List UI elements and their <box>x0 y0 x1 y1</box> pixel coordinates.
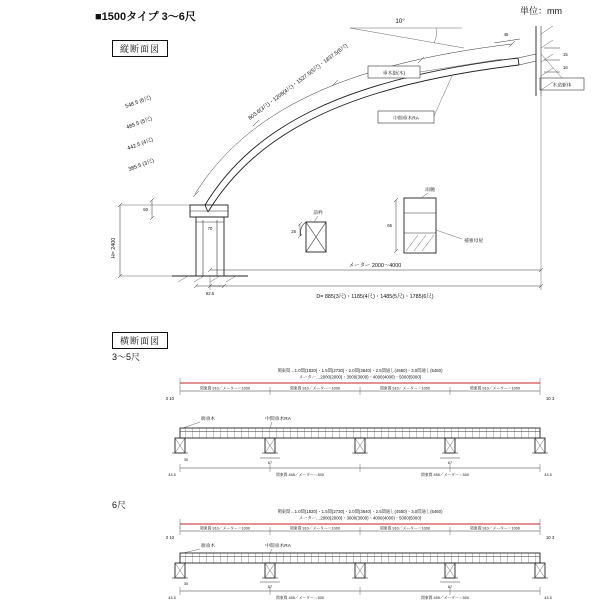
dim-row-kanto: 関東間…1.0間(1820)・1.5間(2730)・2.0間(3640)・2.5間通し(4550)・3.0間通し(5460) <box>277 509 443 514</box>
depth-dimensions <box>205 261 543 300</box>
rafter <box>262 438 278 453</box>
dim-67: 67 <box>447 461 453 465</box>
dim-depth-range: D= 885(3尺)・1185(4尺)・1485(5尺)・1785(6尺) <box>316 294 434 300</box>
part-labels <box>183 415 292 428</box>
svg-text:関東間 910／メーター＝1000: 関東間 910／メーター＝1000 <box>199 386 251 391</box>
roof-panel <box>180 553 540 563</box>
lower-dimensions <box>168 458 551 477</box>
svg-text:関東間 910／メーター＝1000: 関東間 910／メーター＝1000 <box>469 386 521 391</box>
dim-30: 30 <box>183 458 189 462</box>
dim-45: 45 <box>503 32 509 37</box>
cross-section-3-5 <box>150 362 570 480</box>
dim-15: 15 <box>563 52 568 57</box>
front-post <box>143 198 248 296</box>
dim-bottom-seg: 関東間 455／メーター＝500 <box>276 473 324 477</box>
dim-meter-range: メーター 2000〜4000 <box>348 263 402 269</box>
dim-43-5: 43.5 <box>168 596 176 600</box>
dim-43-5: 43.5 <box>544 596 552 600</box>
dim-row-meter: メーター…2000(2000)・3000(3000)・4000(4000)・5000(5000) <box>298 374 422 380</box>
segment-dimensions <box>180 386 540 396</box>
label-intermediate-rafter: 中間垂木RA <box>265 544 291 549</box>
front-frame-detail <box>291 209 326 252</box>
label-front-frame: 前枠 <box>313 211 323 216</box>
dim-bottom-seg: 関東間 455／メーター＝500 <box>276 596 324 600</box>
label-reinforcing-purlin: 補強母屋 <box>464 239 484 244</box>
dim-4shaku: 442.5 (4尺) <box>126 137 155 152</box>
dim-30: 30 <box>183 582 189 586</box>
svg-text:中間垂木RA: 中間垂木RA <box>393 116 419 122</box>
dim-5shaku: 485.5 (5尺) <box>125 116 154 131</box>
svg-text:関東間 910／メーター＝1000: 関東間 910／メーター＝1000 <box>469 526 521 531</box>
label-intermediate-rafter: 中間垂木RA <box>265 417 291 422</box>
wall-end-dimensions <box>494 32 568 72</box>
dim-67: 67 <box>447 585 453 589</box>
rafters <box>172 438 548 453</box>
gutter-detail <box>387 186 483 253</box>
segment-dimensions <box>180 526 540 536</box>
dim-43-5: 43.5 <box>168 473 176 477</box>
svg-text:関東間 910／メーター＝1000: 関東間 910／メーター＝1000 <box>379 386 431 391</box>
lower-dimensions <box>168 582 551 600</box>
corner-dim-right: 10 3 <box>546 535 555 540</box>
svg-text:関東間 910／メーター＝1000: 関東間 910／メーター＝1000 <box>289 386 341 391</box>
size-label-3-5: 3〜5尺 <box>112 352 141 362</box>
callout-rafter-hanger <box>368 59 502 78</box>
rafter <box>532 438 548 453</box>
dim-65: 65 <box>387 223 392 228</box>
rafter <box>262 563 278 578</box>
dim-67: 67 <box>267 585 273 589</box>
label-end-rafter: 端垂木 <box>200 544 216 549</box>
label-gutter: 雨樋 <box>425 188 435 193</box>
dim-row-meter: メーター…2000(2000)・3000(3000)・4000(4000)・5000(5000) <box>298 515 422 521</box>
wall <box>536 26 553 270</box>
dim-92-5: 92.5 <box>205 291 215 296</box>
vertical-section-drawing <box>100 8 590 330</box>
svg-text:関東間 910／メーター＝1000: 関東間 910／メーター＝1000 <box>199 526 251 531</box>
dim-6shaku: 548.5 (6尺) <box>124 95 153 110</box>
svg-text:関東間 910／メーター＝1000: 関東間 910／メーター＝1000 <box>289 526 341 531</box>
rafter <box>442 563 458 578</box>
dim-60: 60 <box>143 207 148 212</box>
left-size-dimensions <box>124 93 155 173</box>
dim-bottom-seg: 関東間 455／メーター＝500 <box>421 596 469 600</box>
dim-bottom-seg: 関東間 455／メーター＝500 <box>421 473 469 477</box>
dim-16: 16 <box>563 65 568 70</box>
rafter <box>442 438 458 453</box>
svg-text:垂木掛(木): 垂木掛(木) <box>382 71 406 77</box>
rafter <box>172 563 188 578</box>
angle-reference <box>350 18 464 48</box>
svg-text:木造躯体: 木造躯体 <box>552 83 572 89</box>
rafter <box>532 563 548 578</box>
dim-43-5: 43.5 <box>544 473 552 477</box>
part-labels <box>183 542 292 553</box>
corner-dim-left: 3 10 <box>165 535 174 540</box>
corner-dim-left: 3 10 <box>165 396 174 401</box>
label-end-rafter: 端垂木 <box>200 417 216 422</box>
dim-3shaku: 385.5 (3尺) <box>127 158 156 173</box>
rafter <box>172 438 188 453</box>
dim-height: H= 2400 <box>111 237 117 259</box>
corner-dim-right: 10 3 <box>546 396 555 401</box>
page-title: ■1500タイプ 3〜6尺 <box>95 11 196 23</box>
dim-row-kanto: 関東間…1.0間(1820)・1.5間(2730)・2.0間(3640)・2.5間通し(4550)・3.0間通し(5460) <box>277 368 443 373</box>
unit-note: 単位：mm <box>520 6 562 16</box>
cross-section-6 <box>150 505 570 600</box>
dim-25: 25 <box>291 229 296 234</box>
vertical-section-label: 縦断面図 <box>112 40 168 57</box>
angle-label: 10° <box>395 18 405 25</box>
height-dimension <box>111 203 203 278</box>
cross-section-label: 横断面図 <box>112 332 168 349</box>
rafter <box>352 438 368 453</box>
svg-text:関東間 910／メーター＝1000: 関東間 910／メーター＝1000 <box>379 526 431 531</box>
dim-roof-chain: 803.6(3尺)・1208(4尺)・1527.5(5尺)・1837.5(6尺) <box>247 43 350 122</box>
dim-70: 70 <box>207 226 213 231</box>
dim-67: 67 <box>267 461 273 465</box>
roof-panel <box>180 428 540 438</box>
rafter <box>352 563 368 578</box>
size-label-6: 6尺 <box>112 500 127 510</box>
rafters <box>172 563 548 578</box>
